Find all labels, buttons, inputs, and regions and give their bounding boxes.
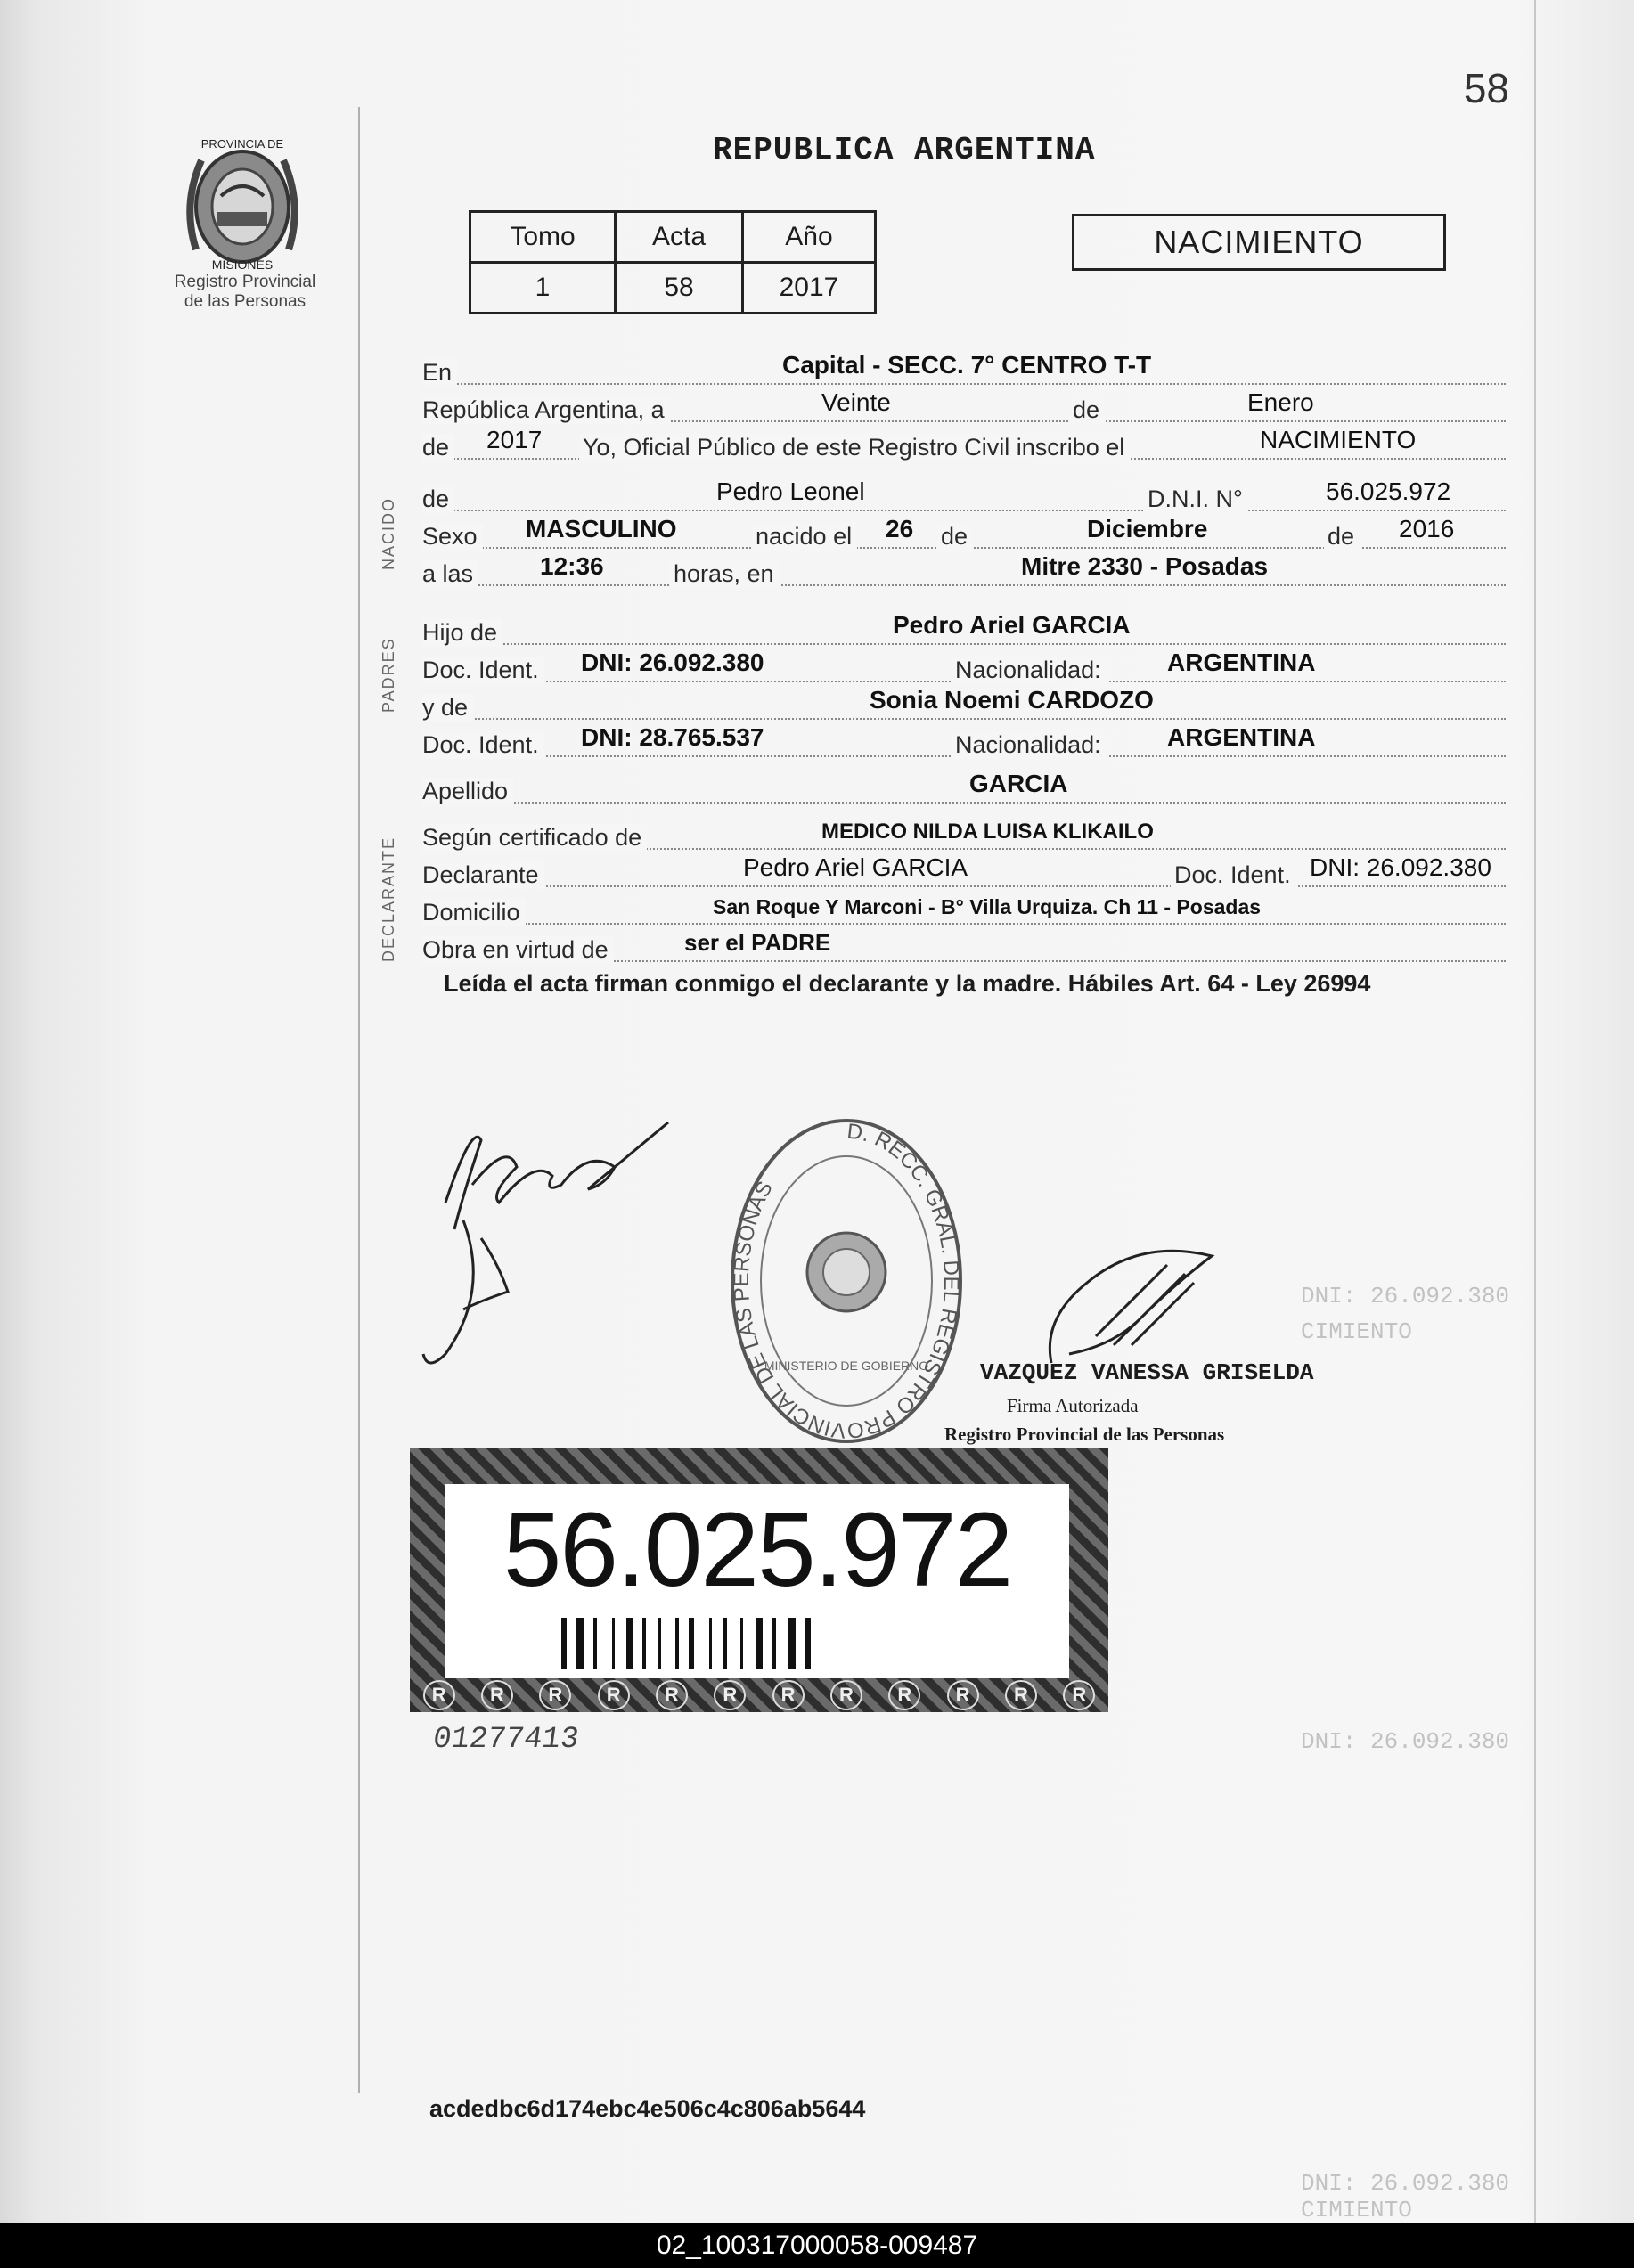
row-father	[422, 613, 1506, 645]
label-republica: República Argentina, a	[422, 396, 670, 424]
closing-note: Leída el acta firman conmigo el declarante y la madre. Hábiles Art. 64 - Ley 26994	[444, 970, 1371, 997]
acta-header: Acta	[616, 212, 743, 263]
address-value: San Roque Y Marconi - B° Villa Urquiza. Ch 11 - Posadas	[713, 895, 1262, 918]
row-mother	[422, 688, 1506, 720]
bleed-through-text: CIMIENTO	[1301, 1318, 1412, 1345]
registered-mark-icon: R	[423, 1680, 455, 1710]
id-barcode-label	[410, 1448, 1108, 1712]
row-year	[422, 428, 1506, 460]
registered-mark-icon: R	[1005, 1680, 1037, 1710]
registered-mark-icon: R	[714, 1680, 746, 1710]
issuer-caption-line: de las Personas	[184, 292, 306, 311]
label-en: En	[422, 359, 457, 387]
bleed-through-text: DNI: 26.092.380	[1301, 1728, 1510, 1755]
child-name: Pedro Leonel	[716, 477, 865, 505]
stamp-inner-text: MINISTERIO DE GOBIERNO	[764, 1358, 929, 1373]
right-page-edge	[1534, 0, 1536, 2223]
registrar-text: Yo, Oficial Público de este Registro Civil inscribo el	[579, 434, 1130, 461]
section-label-born: NACIDO	[380, 496, 397, 570]
mother-doc: DNI: 28.765.537	[581, 723, 764, 751]
stamp-ring-text: D. RECC. GRAL. DEL REGISTRO PROVINCIAL DE LAS PERSONAS	[729, 1119, 964, 1443]
barcode-bar	[576, 1618, 584, 1669]
barcode-bar	[689, 1618, 694, 1669]
barcode-bar	[658, 1618, 661, 1669]
father-nationality: ARGENTINA	[1167, 649, 1316, 676]
barcode-bar	[756, 1618, 763, 1669]
father-doc: DNI: 26.092.380	[581, 649, 764, 676]
birth-month: Diciembre	[1087, 515, 1208, 543]
registered-mark-icon: R	[598, 1680, 630, 1710]
birth-year: 2016	[1399, 515, 1455, 543]
label-address: Domicilio	[422, 899, 526, 926]
row-mother-doc	[422, 725, 1506, 757]
id-number: 56.025.972	[502, 1491, 1012, 1609]
label-de: de	[937, 523, 973, 551]
barcode-bar	[709, 1618, 712, 1669]
father-name: Pedro Ariel GARCIA	[893, 611, 1131, 639]
issuer-caption	[160, 273, 330, 312]
scan-footer: 02_100317000058-009487	[0, 2223, 1634, 2268]
serial-number: 01277413	[430, 1723, 581, 1757]
label-doc: Doc. Ident.	[1171, 861, 1296, 889]
label-de: de	[1069, 396, 1105, 424]
bleed-through-text: CIMIENTO	[1301, 2197, 1412, 2223]
row-address	[422, 893, 1506, 925]
svg-text:MISIONES: MISIONES	[211, 257, 274, 272]
registered-mark-icon: R	[888, 1680, 920, 1710]
barcode-bar	[612, 1618, 615, 1669]
record-type-value: NACIMIENTO	[1260, 426, 1417, 453]
sex-value: MASCULINO	[526, 515, 677, 543]
tomo-value: 1	[470, 263, 616, 314]
label-certificate: Según certificado de	[422, 824, 647, 852]
certificate-value: MEDICO NILDA LUISA KLIKAILO	[821, 820, 1154, 844]
label-dni: D.N.I. N°	[1144, 485, 1248, 513]
barcode-bar	[561, 1618, 567, 1669]
bleed-through-text: DNI: 26.092.380	[1301, 2170, 1510, 2197]
section-label-declarant: DECLARANTE	[380, 836, 397, 962]
document-hash: acdedbc6d174ebc4e506c4c806ab5644	[429, 2095, 866, 2122]
bleed-through-text: DNI: 26.092.380	[1301, 1283, 1510, 1309]
row-place	[422, 353, 1506, 385]
registered-mark-icon: R	[830, 1680, 862, 1710]
issuer-caption-line: Registro Provincial	[174, 273, 316, 291]
acta-value: 58	[616, 263, 743, 314]
row-surname	[422, 771, 1506, 804]
row-declarant	[422, 855, 1506, 887]
label-nationality: Nacionalidad:	[952, 657, 1107, 684]
left-margin-rule	[358, 107, 360, 2093]
child-dni: 56.025.972	[1326, 477, 1451, 505]
label-de: de	[422, 485, 454, 513]
barcode-bar	[675, 1618, 679, 1669]
year-value: 2017	[743, 263, 876, 314]
label-father: Hijo de	[422, 619, 502, 647]
capacity-value: ser el PADRE	[684, 929, 831, 956]
year-value: 2017	[486, 426, 543, 453]
registered-mark-strip	[410, 1680, 1108, 1710]
barcode-bar	[723, 1618, 727, 1669]
registered-mark-icon: R	[656, 1680, 688, 1710]
surname-value: GARCIA	[969, 770, 1068, 797]
registered-mark-icon: R	[539, 1680, 571, 1710]
month-value: Enero	[1247, 388, 1314, 416]
registered-mark-icon: R	[481, 1680, 513, 1710]
label-nationality: Nacionalidad:	[952, 731, 1107, 759]
officer-title: Firma Autorizada	[1007, 1395, 1139, 1416]
mother-name: Sonia Noemi CARDOZO	[870, 686, 1154, 714]
label-hours: horas, en	[670, 560, 780, 588]
label-born: nacido el	[752, 523, 857, 551]
row-certificate	[422, 818, 1506, 850]
year-header: Año	[743, 212, 876, 263]
label-doc: Doc. Ident.	[422, 731, 544, 759]
record-type-box: NACIMIENTO	[1072, 214, 1446, 271]
label-mother: y de	[422, 694, 473, 722]
provincial-seal-icon	[171, 125, 314, 276]
svg-text:PROVINCIA DE: PROVINCIA DE	[200, 137, 284, 151]
birth-day: 26	[886, 515, 914, 543]
registered-mark-icon: R	[772, 1680, 805, 1710]
officer-organization: Registro Provincial de las Personas	[944, 1424, 1225, 1445]
row-time	[422, 554, 1506, 586]
section-label-parents: PADRES	[380, 637, 397, 713]
label-doc: Doc. Ident.	[422, 657, 544, 684]
registry-table	[469, 210, 877, 314]
mother-nationality: ARGENTINA	[1167, 723, 1316, 751]
country-title: REPUBLICA ARGENTINA	[713, 132, 1096, 168]
day-value: Veinte	[821, 388, 891, 416]
row-father-doc	[422, 650, 1506, 682]
declarant-name: Pedro Ariel GARCIA	[743, 853, 968, 881]
label-sex: Sexo	[422, 523, 483, 551]
registered-mark-icon: R	[947, 1680, 979, 1710]
birth-time: 12:36	[540, 552, 604, 580]
barcode-bar	[788, 1618, 796, 1669]
label-surname: Apellido	[422, 778, 513, 805]
label-de: de	[1324, 523, 1360, 551]
barcode-bar	[740, 1618, 743, 1669]
declarant-signature	[410, 1087, 677, 1390]
page-number: 58	[1463, 65, 1509, 111]
registered-mark-icon: R	[1063, 1680, 1095, 1710]
label-de: de	[422, 434, 454, 461]
place-value: Capital - SECC. 7° CENTRO T-T	[782, 351, 1152, 379]
row-capacity	[422, 930, 1506, 962]
label-declarant: Declarante	[422, 861, 544, 889]
barcode-bar	[593, 1618, 597, 1669]
barcode-bar	[642, 1618, 646, 1669]
tomo-header: Tomo	[470, 212, 616, 263]
label-capacity: Obra en virtud de	[422, 936, 614, 964]
row-date	[422, 390, 1506, 422]
row-child	[422, 479, 1506, 511]
barcode-bar	[772, 1618, 776, 1669]
barcode-bar	[626, 1618, 633, 1669]
declarant-doc: DNI: 26.092.380	[1310, 853, 1491, 881]
barcode-bar	[805, 1618, 811, 1669]
barcode-icon	[561, 1618, 953, 1669]
label-time: a las	[422, 560, 478, 588]
birth-place: Mitre 2330 - Posadas	[1021, 552, 1269, 580]
row-sex	[422, 517, 1506, 549]
officer-name: VAZQUEZ VANESSA GRISELDA	[980, 1359, 1314, 1386]
id-label-inner	[445, 1484, 1069, 1678]
official-stamp	[723, 1103, 969, 1445]
